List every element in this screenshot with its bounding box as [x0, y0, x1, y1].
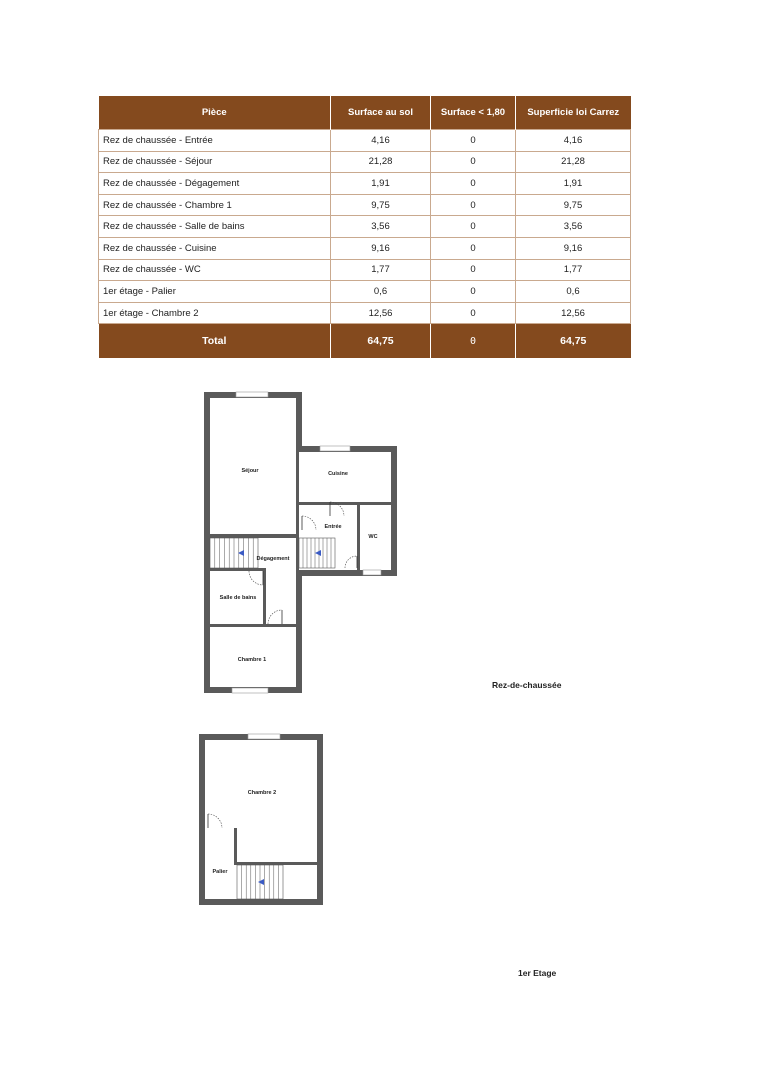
room-label-wc: WC [368, 534, 378, 540]
surface-under-cell: 0 [431, 216, 516, 238]
first-floor-plan [196, 730, 326, 908]
table-row [99, 130, 631, 152]
room-cell: 1er étage - Palier [99, 281, 331, 303]
room-label-cuisine: Cuisine [328, 471, 348, 477]
room-cell: Rez de chaussée - Séjour [99, 151, 331, 173]
table-row [99, 302, 631, 324]
carrez-cell: 21,28 [516, 151, 631, 173]
total-carrez: 64,75 [516, 324, 631, 359]
carrez-cell: 3,56 [516, 216, 631, 238]
carrez-cell: 0,6 [516, 281, 631, 303]
room-label-chambre1: Chambre 1 [237, 657, 267, 663]
room-label-entree: Entrée [324, 524, 342, 530]
first-floor-label: 1er Etage [518, 968, 557, 978]
header-surface-sol: Surface au sol [331, 96, 431, 130]
total-sol: 64,75 [331, 324, 431, 359]
surface-sol-cell: 1,91 [331, 173, 431, 195]
surface-under-cell: 0 [431, 237, 516, 259]
table-row [99, 237, 631, 259]
table-row [99, 173, 631, 195]
surface-sol-cell: 21,28 [331, 151, 431, 173]
door-first-floor [208, 814, 222, 828]
surface-under-cell: 0 [431, 281, 516, 303]
table-row [99, 216, 631, 238]
carrez-cell: 4,16 [516, 130, 631, 152]
surface-sol-cell: 9,16 [331, 237, 431, 259]
total-under: 0 [431, 324, 516, 359]
surface-sol-cell: 3,56 [331, 216, 431, 238]
room-cell: Rez de chaussée - Salle de bains [99, 216, 331, 238]
surface-sol-cell: 4,16 [331, 130, 431, 152]
carrez-cell: 9,16 [516, 237, 631, 259]
carrez-cell: 9,75 [516, 194, 631, 216]
surface-under-cell: 0 [431, 194, 516, 216]
table-row [99, 259, 631, 281]
room-cell: 1er étage - Chambre 2 [99, 302, 331, 324]
surface-under-cell: 0 [431, 151, 516, 173]
surface-sol-cell: 9,75 [331, 194, 431, 216]
total-row [99, 324, 631, 359]
surface-under-cell: 0 [431, 302, 516, 324]
surface-table [98, 96, 631, 358]
carrez-cell: 12,56 [516, 302, 631, 324]
surface-sol-cell: 0,6 [331, 281, 431, 303]
window-first-floor [248, 734, 280, 739]
room-label-palier: Palier [212, 869, 228, 875]
total-label: Total [99, 324, 331, 359]
room-label-sejour: Séjour [241, 468, 259, 474]
room-label-chambre2: Chambre 2 [247, 790, 277, 796]
header-piece: Pièce [99, 96, 331, 130]
surface-under-cell: 0 [431, 173, 516, 195]
carrez-cell: 1,91 [516, 173, 631, 195]
room-cell: Rez de chaussée - Chambre 1 [99, 194, 331, 216]
room-label-degagement: Dégagement [256, 556, 290, 562]
carrez-cell: 1,77 [516, 259, 631, 281]
room-cell: Rez de chaussée - Dégagement [99, 173, 331, 195]
surface-under-cell: 0 [431, 130, 516, 152]
room-cell: Rez de chaussée - WC [99, 259, 331, 281]
header-carrez: Superficie loi Carrez [516, 96, 631, 130]
room-label-salle-de-bains: Salle de bains [219, 595, 257, 601]
surface-sol-cell: 12,56 [331, 302, 431, 324]
ground-floor-walls [204, 392, 397, 693]
ground-floor-label: Rez-de-chaussée [492, 680, 562, 690]
table-row [99, 151, 631, 173]
header-surface-under: Surface < 1,80 [431, 96, 516, 130]
table-header-row [99, 96, 631, 130]
table-row [99, 281, 631, 303]
surface-under-cell: 0 [431, 259, 516, 281]
surface-sol-cell: 1,77 [331, 259, 431, 281]
ground-floor-plan [200, 388, 406, 698]
room-cell: Rez de chaussée - Cuisine [99, 237, 331, 259]
door-leaves [263, 502, 357, 624]
first-floor-walls [199, 734, 323, 905]
table-row [99, 194, 631, 216]
room-cell: Rez de chaussée - Entrée [99, 130, 331, 152]
stair-arrow-icon-first [258, 879, 264, 885]
